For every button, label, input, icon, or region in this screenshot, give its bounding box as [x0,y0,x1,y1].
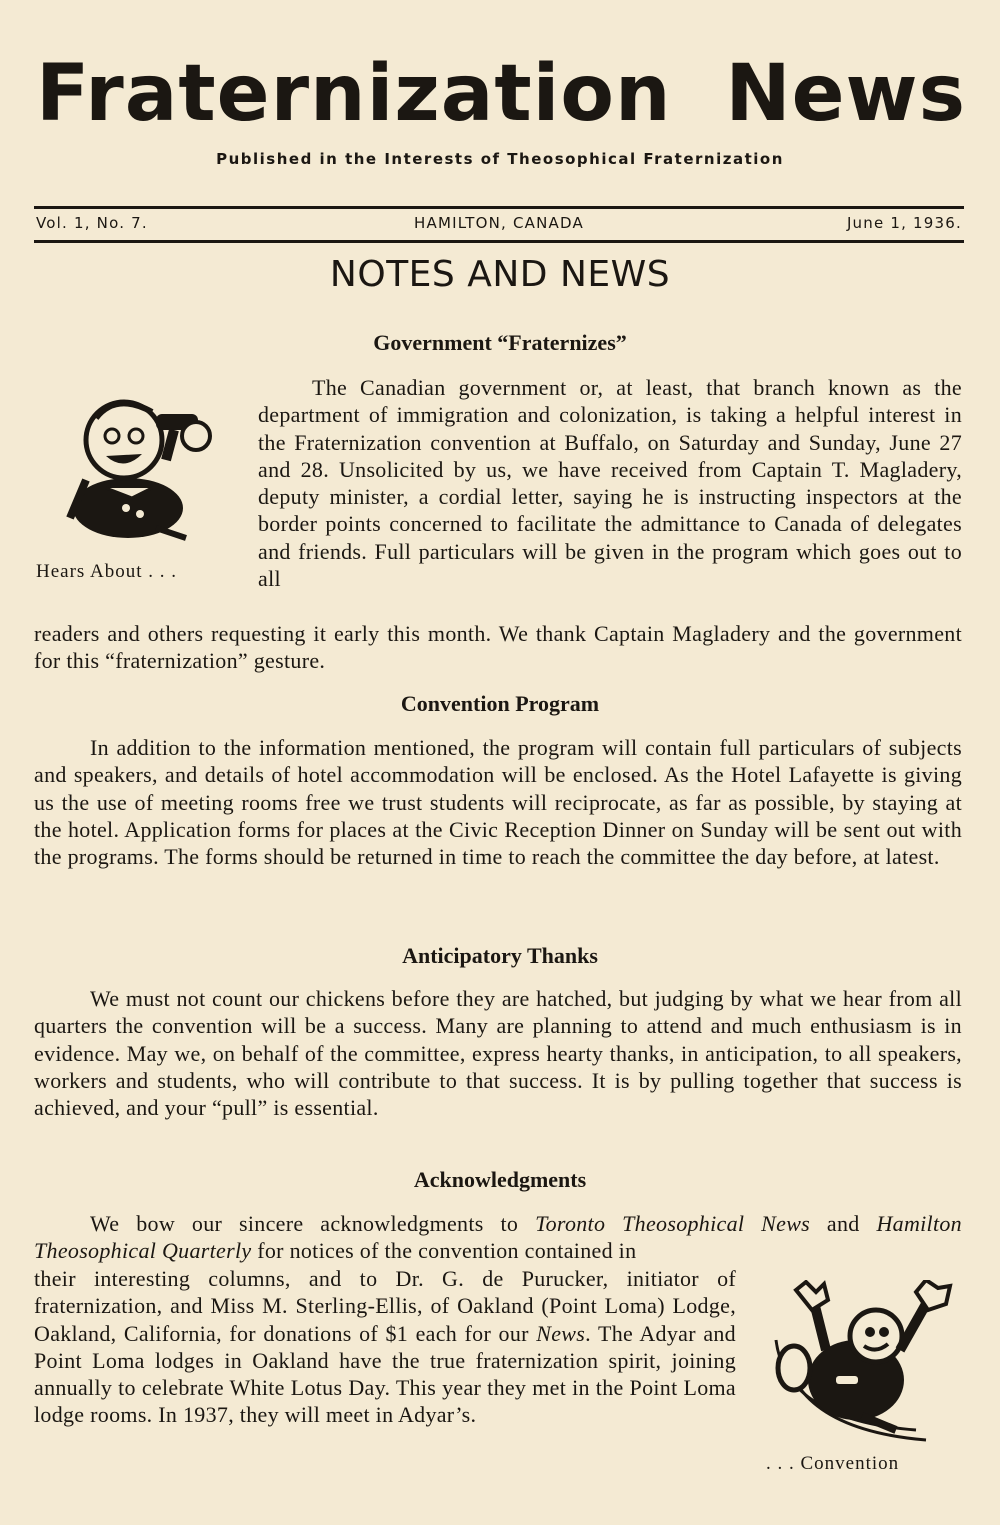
acknowledgments-body-a: their interesting columns, and to Dr. G. de Purucker, initiator of fraternization, and Miss M. Sterling-Ellis, of Oakland (Point Loma) Lodge, Oakland, California, for donations of $1 each for our [34,1266,736,1346]
caption-convention: . . . Convention [766,1453,900,1474]
article-program-text [34,734,962,870]
article-acknowledgments-text-full [34,1210,962,1265]
volume-number: Vol. 1, No. 7. [36,214,148,232]
acknowledgments-connector: and [810,1211,877,1236]
publication-title-news: News [536,1320,586,1346]
section-title: NOTES AND NEWS [329,254,671,295]
article-heading-thanks: Anticipatory Thanks [402,943,598,968]
cartoon-figure-on-telephone-icon [56,388,216,548]
masthead-title-word-2: News [725,49,966,139]
masthead-subtitle: Published in the Interests of Theosophical Fraternization [216,150,784,168]
masthead-title-word-1: Fraternization [36,49,672,139]
article-heading-program: Convention Program [400,691,600,716]
dateline [36,214,962,236]
acknowledgments-body-b: . The Adyar and Point Loma lodges in Oakland have the true fraternization spirit, joining annually to celebrate White Lotus Day. This year they met in the Point Loma lodge rooms. In 1937, they will meet in Adyar’s. [34,1320,736,1428]
article-acknowledgments-paragraph-part-1 [34,1210,962,1265]
article-thanks-text [34,985,962,1121]
article-acknowledgments-paragraph-part-2 [34,1265,736,1429]
article-heading-acknowledgments: Acknowledgments [413,1167,587,1192]
article-program-paragraph: In addition to the information mentioned, the program will contain full particulars of subjects and speakers, and details of hotel accommodation will be enclosed. As the Hotel Lafayette is giving us the use of meeting rooms free we trust students will reciprocate, as far as possible, by staying at the hotel. Application forms for places at the Civic Reception Dinner on Sunday will be sent out with the programs. The forms should be returned in time to reach the committee the day before, at latest. [34,735,962,870]
cartoon-figure-waving-icon [766,1280,956,1450]
publication-title-toronto: Toronto Theosophical News [535,1211,811,1236]
article-government-paragraph-part-2: readers and others requesting it early this month. We thank Captain Magladery and the government for this “fraternization” gesture. [34,621,962,674]
article-government-text-full [34,620,962,675]
acknowledgments-lead: We bow our sincere acknowledgments to [90,1211,536,1236]
acknowledgments-continuation: for notices of the convention contained in [251,1238,637,1264]
dateline-bottom-rule [34,240,964,243]
article-acknowledgments-text-wrapped [34,1265,736,1429]
article-thanks-paragraph: We must not count our chickens before they are hatched, but judging by what we hear from all quarters the convention will be a success. Many are planning to attend and much enthusiasm is in evidence. May we, on behalf of the committee, express hearty thanks, in anticipation, to all speakers, workers and students, who will contribute to that success. It is by pulling together that success is achieved, and your “pull” is essential. [34,986,962,1121]
dateline-top-rule [34,206,964,209]
publication-title-hamilton: Hamilton Theosophical Quarterly [34,1211,962,1264]
caption-hears-about: Hears About . . . [36,561,178,582]
masthead-title [36,48,966,140]
dateline-place: HAMILTON, CANADA [414,214,584,232]
article-government-paragraph-part-1: The Canadian government or, at least, that branch known as the department of immigration and colonization, is taking a helpful interest in the Fraternization convention at Buffalo, on Saturday and Sunday, June 27 and 28. Unsolicited by us, we have received from Captain T. Magladery, deputy minister, a cordial letter, saying he is instructing inspectors at the border points concerned to facilitate the admittance to Canada of delegates and friends. Full particulars will be given in the program which goes out to all [258,375,962,592]
article-government-text-wrapped [258,374,962,592]
issue-date: June 1, 1936. [846,214,962,232]
article-heading-government: Government “Fraternizes” [373,330,627,355]
